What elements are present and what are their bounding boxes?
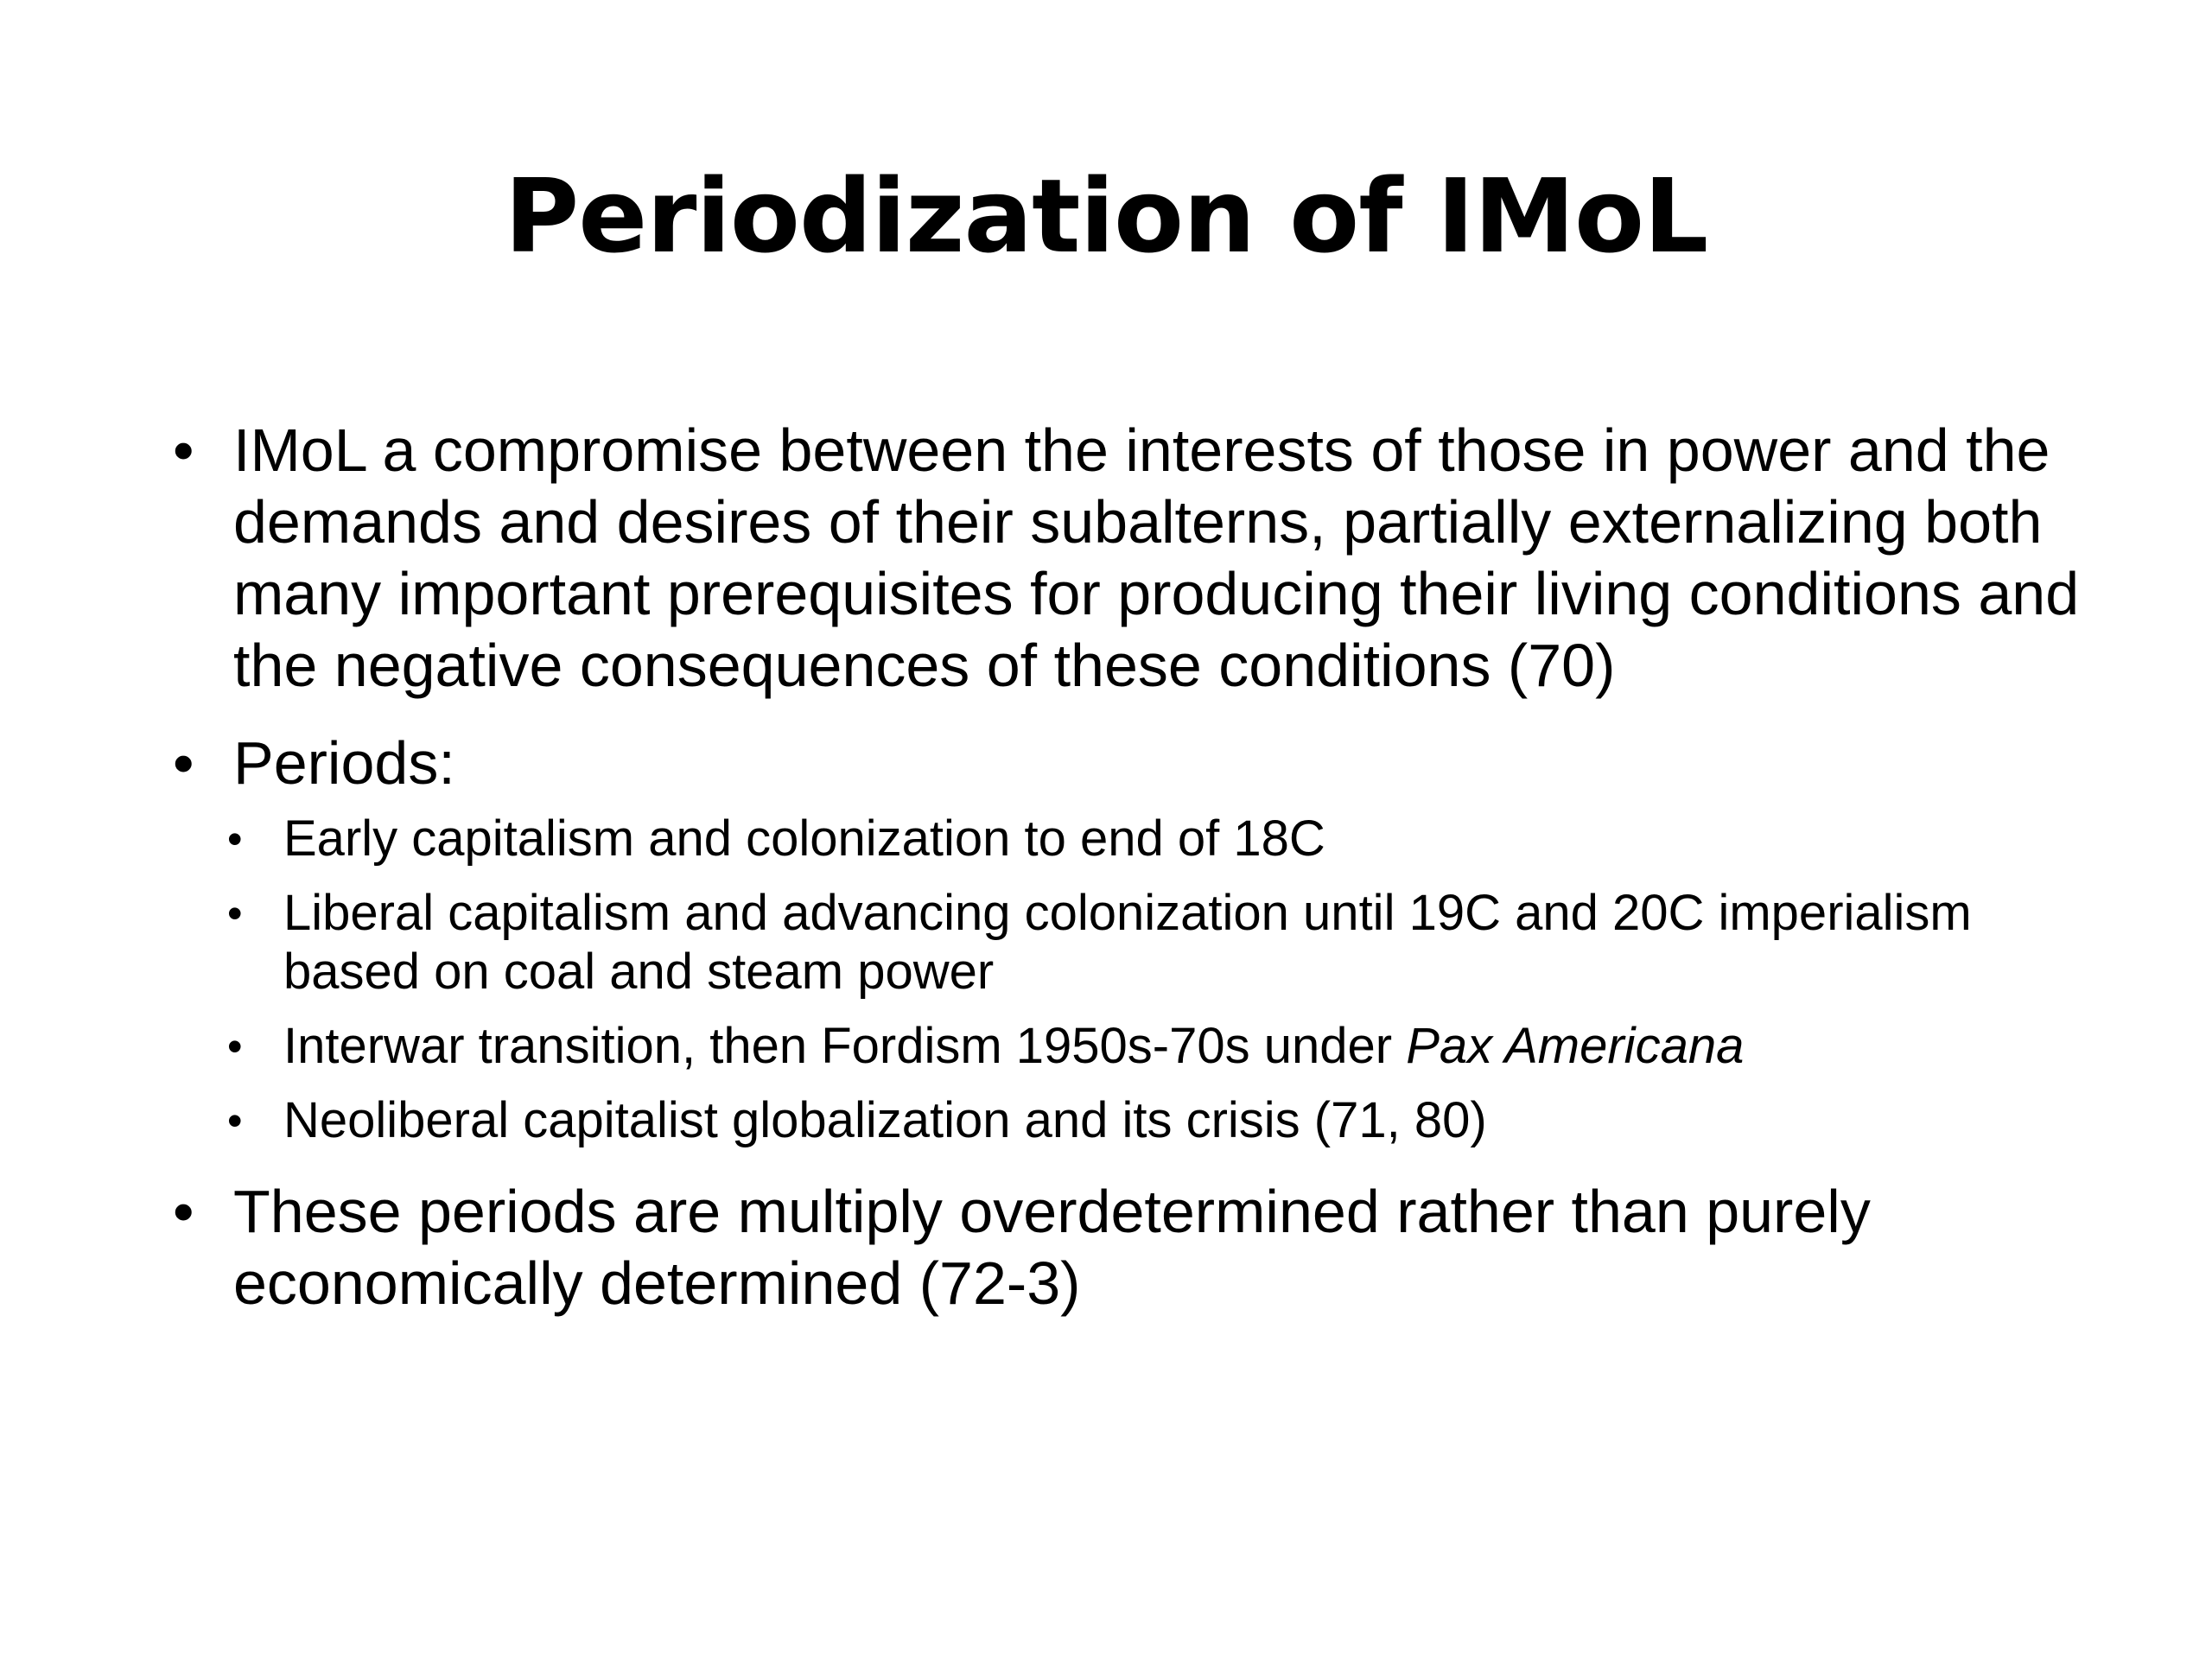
sub-bullet-text bbox=[283, 1018, 1744, 1074]
bullet-icon: • bbox=[227, 889, 243, 938]
bullet-text: IMoL a compromise between the interests of those in power and the demands and desires of their subalterns, partially externalizing both many important prerequisites for producing their living conditions and the negative consequences of these conditions (70) bbox=[233, 416, 2080, 699]
sub-bullet-item bbox=[173, 810, 2100, 868]
sub-bullet-item bbox=[173, 1091, 2100, 1150]
sub-bullet-text: Early capitalism and colonization to end of 18C bbox=[283, 810, 1325, 867]
bullet-text: These periods are multiply overdetermined rather than purely economically determined (72-3) bbox=[233, 1178, 1871, 1317]
bullet-icon: • bbox=[227, 1022, 243, 1071]
sub-bullet-item bbox=[173, 1017, 2100, 1076]
sub-bullet-text-plain: Interwar transition, then Fordism 1950s-70s under bbox=[283, 1018, 1407, 1074]
bullet-icon: • bbox=[173, 416, 194, 484]
sub-bullet-item bbox=[173, 884, 2100, 1001]
bullet-item bbox=[173, 415, 2100, 702]
bullet-item bbox=[173, 1176, 2100, 1319]
sub-bullet-text: Neoliberal capitalist globalization and its crisis (71, 80) bbox=[283, 1092, 1487, 1148]
bullet-text: Periods: bbox=[233, 729, 455, 797]
sub-bullet-list bbox=[227, 810, 2100, 1150]
sub-bullet-text-italic: Pax Americana bbox=[1406, 1018, 1745, 1074]
bullet-icon: • bbox=[227, 1096, 243, 1145]
sub-bullet-text: Liberal capitalism and advancing colonization until 19C and 20C imperialism based on coal and steam power bbox=[283, 885, 1972, 1000]
bullet-icon: • bbox=[173, 729, 194, 797]
bullet-item bbox=[173, 728, 2100, 1150]
bullet-icon: • bbox=[173, 1178, 194, 1245]
slide-title: Periodization of IMoL bbox=[504, 156, 1708, 276]
bullet-list bbox=[173, 415, 2100, 1345]
bullet-icon: • bbox=[227, 815, 243, 863]
